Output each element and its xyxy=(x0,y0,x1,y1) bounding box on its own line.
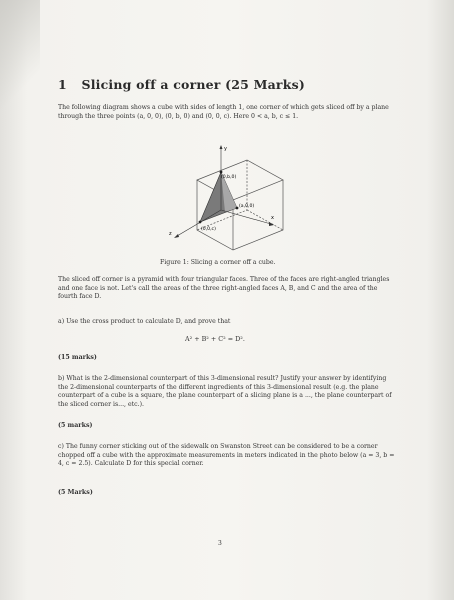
cube-top-face xyxy=(197,160,283,200)
figure-caption: Figure 1: Slicing a corner off a cube. xyxy=(160,259,276,266)
equation: A² + B² + C² = D². xyxy=(185,335,245,343)
marks-a: (15 marks) xyxy=(58,354,97,361)
axis-x-label: x xyxy=(271,215,274,221)
page-fold-shadow xyxy=(0,0,40,120)
point-a-dot xyxy=(236,207,239,210)
x-axis-arrow xyxy=(269,222,274,226)
section-title: Slicing off a corner (25 Marks) xyxy=(81,77,305,92)
z-axis-arrow xyxy=(174,234,179,238)
marks-b: (5 marks) xyxy=(58,422,93,429)
marks-c: (5 Marks) xyxy=(58,489,93,496)
point-b-dot xyxy=(220,171,223,174)
section-heading xyxy=(58,77,418,92)
point-b-label: (0,b,0) xyxy=(221,175,237,180)
x-axis xyxy=(221,210,271,224)
part-c-text: c) The funny corner sticking out of the sidewalk on Swanston Street can be considered to be a corner chopped off a cube with the approximate measurements in meters indicated in the photo below (a = 3, b = 4, c = 2.5). Calculate D for this special corner. xyxy=(58,443,395,468)
cube-figure xyxy=(155,140,295,260)
y-axis-arrow xyxy=(220,145,223,149)
body-paragraph: The sliced off corner is a pyramid with four triangular faces. Three of the faces are right-angled triangles and one face is not. Let's call the areas of the three right-angled faces A, B, and C and the area of the fourth face D. xyxy=(58,276,390,301)
point-a-label: (a,0,0) xyxy=(239,204,255,209)
part-b-text: b) What is the 2-dimensional counterpart of this 3-dimensional result? Justify your answer by identifying the 2-dimensional counterparts of the different ingredients of this 3-dimensional result (e.g. the plane counterpart of a cube is a square, the plane counterpart of a slicing plane is a ..., the plane counterpart of the sliced corner is..., etc.). xyxy=(58,375,392,408)
point-c-dot xyxy=(199,221,202,224)
point-c-label: (0,0,c) xyxy=(201,227,216,232)
intro-paragraph: The following diagram shows a cube with sides of length 1, one corner of which gets sliced off by a plane through the three points (a, 0, 0), (0, b, 0) and (0, 0, c). Here 0 < a, b, c ≤ 1. xyxy=(58,104,389,120)
part-a-text: a) Use the cross product to calculate D, and prove that xyxy=(58,318,231,325)
page-number: 3 xyxy=(218,540,222,547)
section-number: 1 xyxy=(58,77,67,92)
axis-z-label: z xyxy=(169,231,172,237)
axis-y-label: y xyxy=(224,146,227,152)
